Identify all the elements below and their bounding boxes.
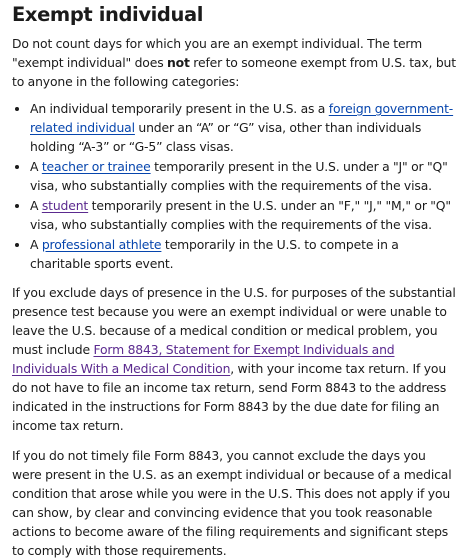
list-item-teacher-trainee [30,157,458,195]
list-item-text: A [30,237,42,252]
list-item-student [30,196,458,234]
timely-filing-paragraph: If you do not timely file Form 8843, you cannot exclude the days you were present in the U.S. as an exempt individual or because of a medical condition that arose while you were in the U.S. This does not apply if you can show, by clear and convincing evidence that you took reasonable actions to become aware of the filing requirements and significant steps to comply with those requirements. [12,448,452,558]
professional-athlete-link[interactable]: professional athlete [41,237,162,252]
list-item-text: temporarily present in the U.S. under a "J" or "Q" visa, who substantially complies with the requirements of the visa. [30,159,448,193]
intro-text-1: Do not count days for which you are an exempt individual. The term "exempt individual" does [12,36,423,70]
paragraph-text: , with your income tax return. If you do not have to file an income tax return, send Form 8843 to the address indicated in the instructions for Form 8843 by the due date for filing an income tax return. [12,361,447,433]
intro-text-2: refer to someone exempt from U.S. tax, but to anyone in the following categories: [12,55,456,89]
section-heading: Exempt individual [12,3,203,26]
intro-bold-not: not [167,55,190,70]
form-8843-paragraph [12,283,458,435]
paragraph-text: If you exclude days of presence in the U.S. for purposes of the substantial presence test because you were an exempt individual or were unable to leave the U.S. because of a medical condition or medical problem, you must include [12,285,456,357]
student-link[interactable]: student [41,198,89,213]
list-item-text: temporarily present in the U.S. under an "F," "J," "M," or "Q" visa, who substantially complies with the requirements of the visa. [30,198,451,232]
form-8843-link[interactable]: Form 8843, Statement for Exempt Individuals and Individuals With a Medical Condition [12,342,395,376]
document-content [12,0,458,560]
foreign-government-related-individual-link[interactable]: foreign government-related individual [30,101,454,135]
exempt-categories-list [12,99,458,273]
teacher-or-trainee-link[interactable]: teacher or trainee [41,159,151,174]
list-item-text: A [30,198,42,213]
list-item-text: A [30,159,42,174]
intro-paragraph [12,34,458,91]
list-item-text: An individual temporarily present in the U.S. as a [30,101,329,116]
list-item-text: temporarily in the U.S. to compete in a charitable sports event. [30,237,399,271]
list-item-professional-athlete [30,235,458,273]
list-item-foreign-government [30,99,458,156]
list-item-text: under an “A” or “G” visa, other than individuals holding “A-3” or “G-5” class visas. [30,120,422,154]
